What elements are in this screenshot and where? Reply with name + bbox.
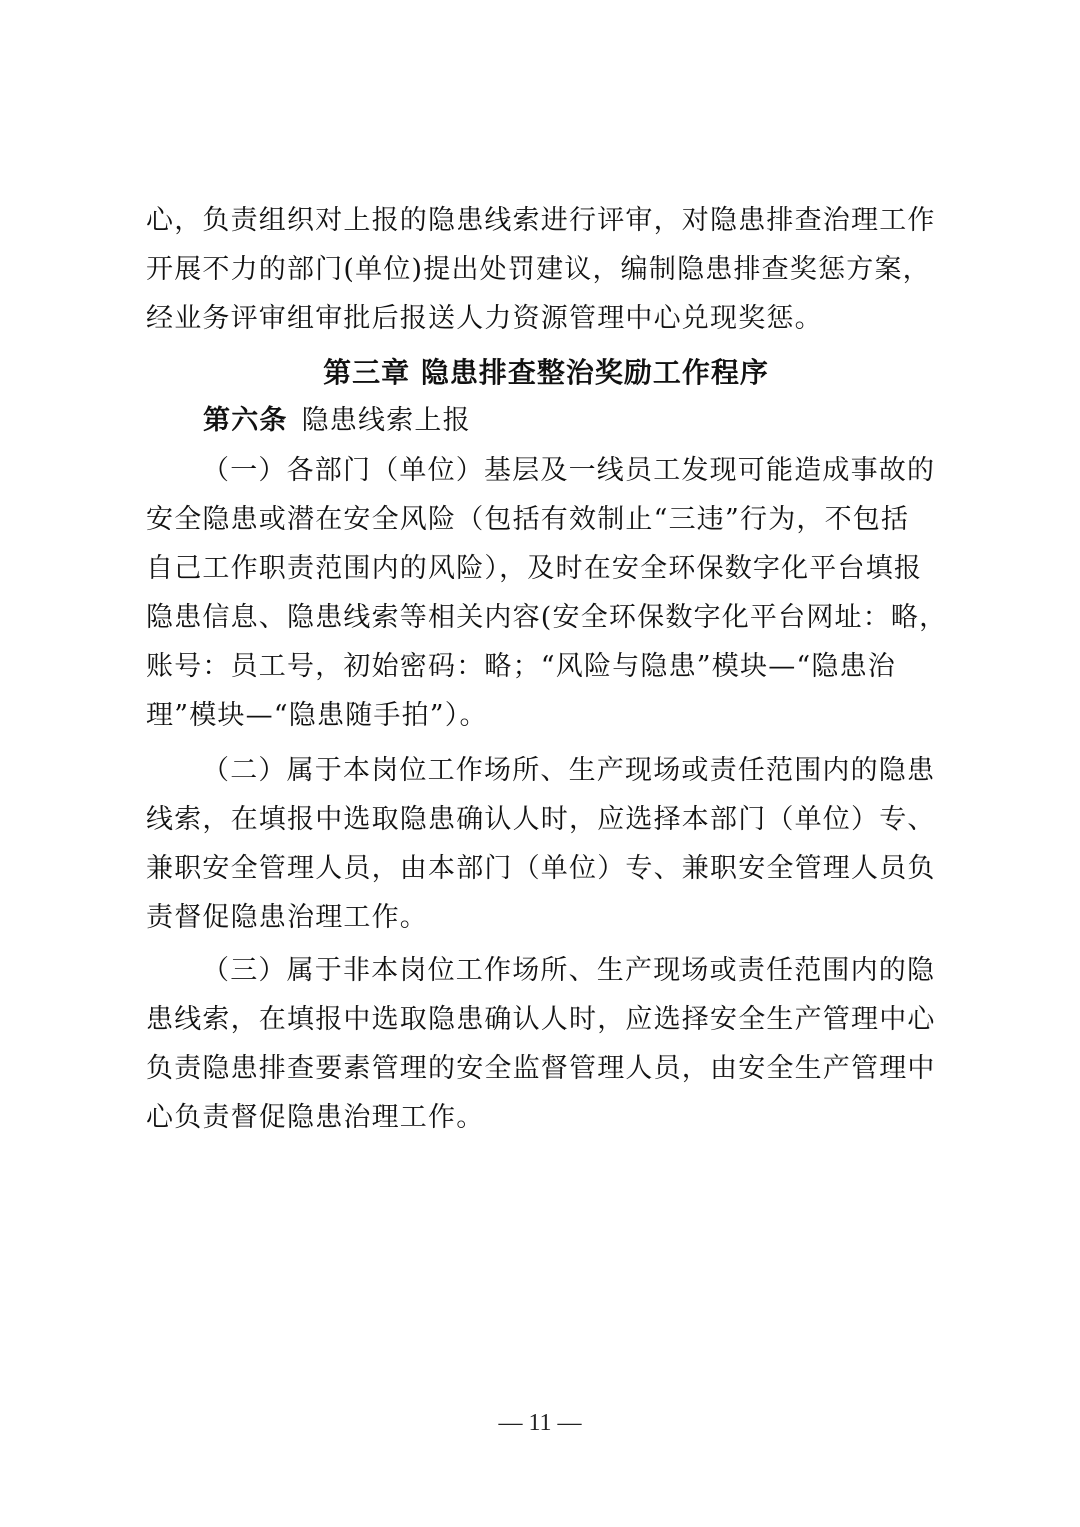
text-line: 心负责督促隐患治理工作。 [146,1102,485,1133]
text-line: （三）属于非本岗位工作场所、生产现场或责任范围内的隐 [202,955,936,986]
item-2-paragraph [146,746,946,942]
page-number: — 11 — [498,1410,582,1436]
text-line: 负责隐患排查要素管理的安全监督管理人员，由安全生产管理中 [146,1053,936,1084]
text-line: 心，负责组织对上报的隐患线索进行评审，对隐患排查治理工作 [146,205,936,236]
text-line: 经业务评审组审批后报送人力资源管理中心兑现奖惩。 [146,303,823,334]
text-line: （一）各部门（单位）基层及一线员工发现可能造成事故的 [202,455,936,486]
article-name: 隐患线索上报 [301,405,471,436]
chapter-heading: 第三章 隐患排查整治奖励工作程序 [323,356,769,389]
text-line: 兼职安全管理人员，由本部门（单位）专、兼职安全管理人员负 [146,853,936,884]
item-3-paragraph [146,946,946,1142]
text-line: 线索，在填报中选取隐患确认人时，应选择本部门（单位）专、 [146,804,936,835]
text-line: 理”模块—“隐患随手拍”）。 [146,700,488,731]
article-title [203,396,471,445]
text-line: 患线索，在填报中选取隐患确认人时，应选择安全生产管理中心 [146,1004,936,1035]
text-line: 责督促隐患治理工作。 [146,902,428,933]
item-1-paragraph [146,446,946,740]
article-label: 第六条 [203,405,288,436]
text-line: （二）属于本岗位工作场所、生产现场或责任范围内的隐患 [202,755,936,786]
text-line: 账号：员工号，初始密码：略；“风险与隐患”模块—“隐患治 [146,651,897,682]
intro-paragraph [146,196,946,343]
text-line: 开展不力的部门(单位)提出处罚建议，编制隐患排查奖惩方案， [146,254,931,285]
text-line: 安全隐患或潜在安全风险（包括有效制止“三违”行为，不包括 [146,504,910,535]
text-line: 自己工作职责范围内的风险），及时在安全环保数字化平台填报 [146,553,923,584]
text-line: 隐患信息、隐患线索等相关内容(安全环保数字化平台网址：略， [146,602,948,633]
